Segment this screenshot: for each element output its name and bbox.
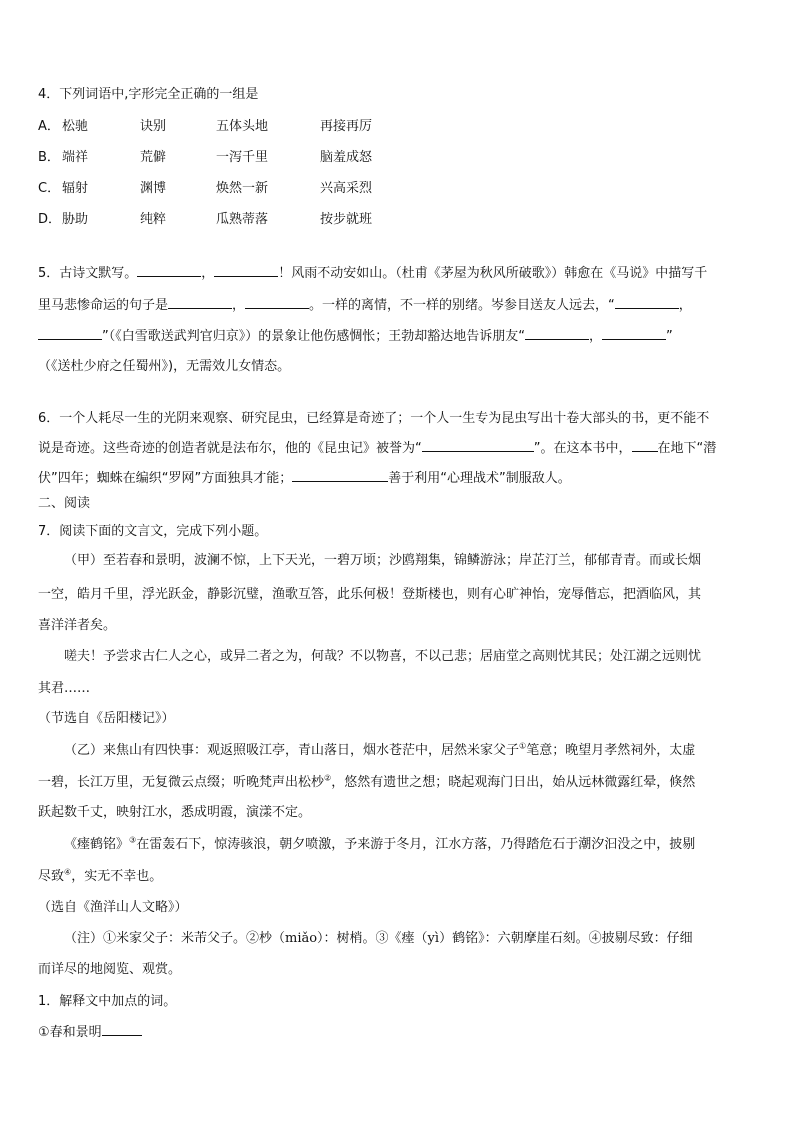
q6-text: 在地下“潜 [657, 441, 717, 456]
passage-jia-line-5: 其君…… [38, 681, 91, 696]
option-word: 一泻千里 [216, 150, 269, 165]
q5-text: ， [678, 298, 692, 313]
passage-text: ，实无不幸也。 [71, 869, 163, 884]
q5-text: 5．古诗文默写。 [38, 266, 138, 281]
option-word: 焕然一新 [216, 181, 269, 196]
option-word: 再接再厉 [320, 119, 373, 134]
option-word: 诀别 [140, 119, 167, 134]
subquestion-1: 1．解释文中加点的词。 [38, 994, 177, 1009]
q5-text: ， [232, 298, 246, 313]
answer-blank[interactable] [422, 438, 534, 452]
q6-text: 伏”四年；蜘蛛在编织“罗网”方面独具才能； [38, 471, 293, 486]
q6-line-2 [38, 437, 716, 456]
passage-jia-line-4: 嗟夫！予尝求古仁人之心，或异二者之为，何哉？不以物喜，不以己悲；居庙堂之高则忧其民；处江湖之远则忧 [64, 649, 702, 664]
option-word: 胁助 [62, 212, 89, 227]
answer-blank[interactable] [38, 326, 102, 340]
passage-text: 一碧，长江万里，无复微云点缀；听晚梵声出松杪 [38, 775, 325, 790]
notes-line-2: 而详尽的地阅览、观赏。 [38, 962, 182, 977]
q6-text: ”。在这本书中， [533, 441, 632, 456]
option-word: 端祥 [62, 150, 89, 165]
section-heading: 二、阅读 [38, 496, 91, 511]
q5-line-3 [38, 325, 673, 344]
option-word: 瓜熟蒂落 [216, 212, 269, 227]
option-word: 辐射 [62, 181, 89, 196]
option-word: 五体头地 [216, 119, 269, 134]
subquestion-1a [38, 1021, 142, 1040]
q4-stem: 4．下列词语中,字形完全正确的一组是 [38, 87, 259, 102]
option-label: D． [38, 212, 62, 227]
passage-jia-source: （节选自《岳阳楼记》） [38, 711, 175, 726]
passage-text: （乙）来焦山有四快事：观返照吸江亭，青山落日，烟水苍茫中，居然米家父子 [64, 743, 520, 758]
passage-text: 尽致 [38, 869, 65, 884]
option-word: 脑羞成怒 [320, 150, 373, 165]
answer-blank[interactable] [168, 295, 232, 309]
passage-text: ，悠然有遗世之想；晓起观海门日出，始从远林微露红晕，倏然 [331, 775, 696, 790]
option-word: 兴高采烈 [320, 181, 373, 196]
q6-text: 说是奇迹。这些奇迹的创造者就是法布尔，他的《昆虫记》被誉为“ [38, 441, 422, 456]
answer-blank[interactable] [102, 1022, 142, 1036]
footnote-marker: ① [519, 741, 527, 751]
answer-blank[interactable] [214, 263, 278, 277]
passage-yi-line-3: 跃起数千丈，映射江水，悉成明霞，演漾不定。 [38, 805, 312, 820]
q5-line-1 [38, 262, 707, 281]
answer-blank[interactable] [525, 326, 589, 340]
q5-text: 。一样的离情，不一样的别绪。岑参目送友人远去，“ [309, 298, 615, 313]
q5-text: ， [588, 329, 602, 344]
q5-text: ”（《白雪歌送武判官归京》）的景象让他伤感惆怅；王勃却豁达地告诉朋友“ [102, 329, 525, 344]
footnote-marker: ② [324, 773, 332, 783]
footnote-marker: ④ [64, 867, 72, 877]
q5-text: ， [201, 266, 215, 281]
option-label: B． [38, 150, 60, 165]
q5-line-4: （《送杜少府之任蜀州》)，无需效儿女情态。 [38, 359, 291, 374]
option-word: 按步就班 [320, 212, 373, 227]
option-label: A． [38, 119, 60, 134]
option-word: 纯粹 [140, 212, 167, 227]
passage-yi-line-4 [64, 833, 695, 852]
q6-line-1: 6．一个人耗尽一生的光阴来观察、研究昆虫，已经算是奇迹了；一个人一生专为昆虫写出十卷大部头的书，更不能不 [38, 411, 710, 426]
passage-yi-line-1 [64, 739, 695, 758]
footnote-marker: ③ [129, 835, 137, 845]
passage-yi-line-5 [38, 865, 162, 884]
subquestion-text: ①春和景明 [38, 1025, 102, 1040]
answer-blank[interactable] [245, 295, 309, 309]
answer-blank[interactable] [292, 468, 388, 482]
passage-text: 《瘗鹤铭》 [64, 837, 130, 852]
q7-stem: 7．阅读下面的文言文，完成下列小题。 [38, 524, 268, 539]
answer-blank[interactable] [632, 438, 658, 452]
passage-jia-line-1: （甲）至若春和景明，波澜不惊，上下天光，一碧万顷；沙鸥翔集，锦鳞游泳；岸芷汀兰，郁郁青青。而或长烟 [64, 553, 702, 568]
q5-text: ” [666, 329, 673, 344]
q5-line-2 [38, 294, 692, 313]
passage-yi-source: （选自《渔洋山人文略》） [38, 900, 188, 915]
notes-line-1: （注）①米家父子：米芾父子。②杪（miǎo）：树梢。③《瘗（yì）鹤铭》：六朝摩崖石刻。④披剔尽致：仔细 [64, 931, 693, 946]
answer-blank[interactable] [615, 295, 679, 309]
passage-jia-line-3: 喜洋洋者矣。 [38, 618, 117, 633]
answer-blank[interactable] [137, 263, 201, 277]
passage-jia-line-2: 一空，皓月千里，浮光跃金，静影沉璧，渔歌互答，此乐何极！登斯楼也，则有心旷神怡，宠辱偕忘，把酒临风，其 [38, 587, 702, 602]
q5-text: ！风雨不动安如山。（杜甫《茅屋为秋风所破歌》）韩愈在《马说》中描写千 [278, 266, 708, 281]
passage-text: 笔意；晚望月孝然祠外，太虚 [526, 743, 696, 758]
option-word: 荒僻 [140, 150, 167, 165]
option-label: C． [38, 181, 61, 196]
q6-text: 善于利用“心理战术”制服敌人。 [388, 471, 571, 486]
q5-text: 里马悲惨命运的句子是 [38, 298, 169, 313]
passage-text: 在雷轰石下，惊涛骇浪，朝夕喷激，予来游于冬月，江水方落，乃得踏危石于潮汐汩没之中，披剔 [136, 837, 696, 852]
option-word: 松驰 [62, 119, 89, 134]
answer-blank[interactable] [602, 326, 666, 340]
q6-line-3 [38, 467, 571, 486]
passage-yi-line-2 [38, 771, 695, 790]
option-word: 渊博 [140, 181, 167, 196]
